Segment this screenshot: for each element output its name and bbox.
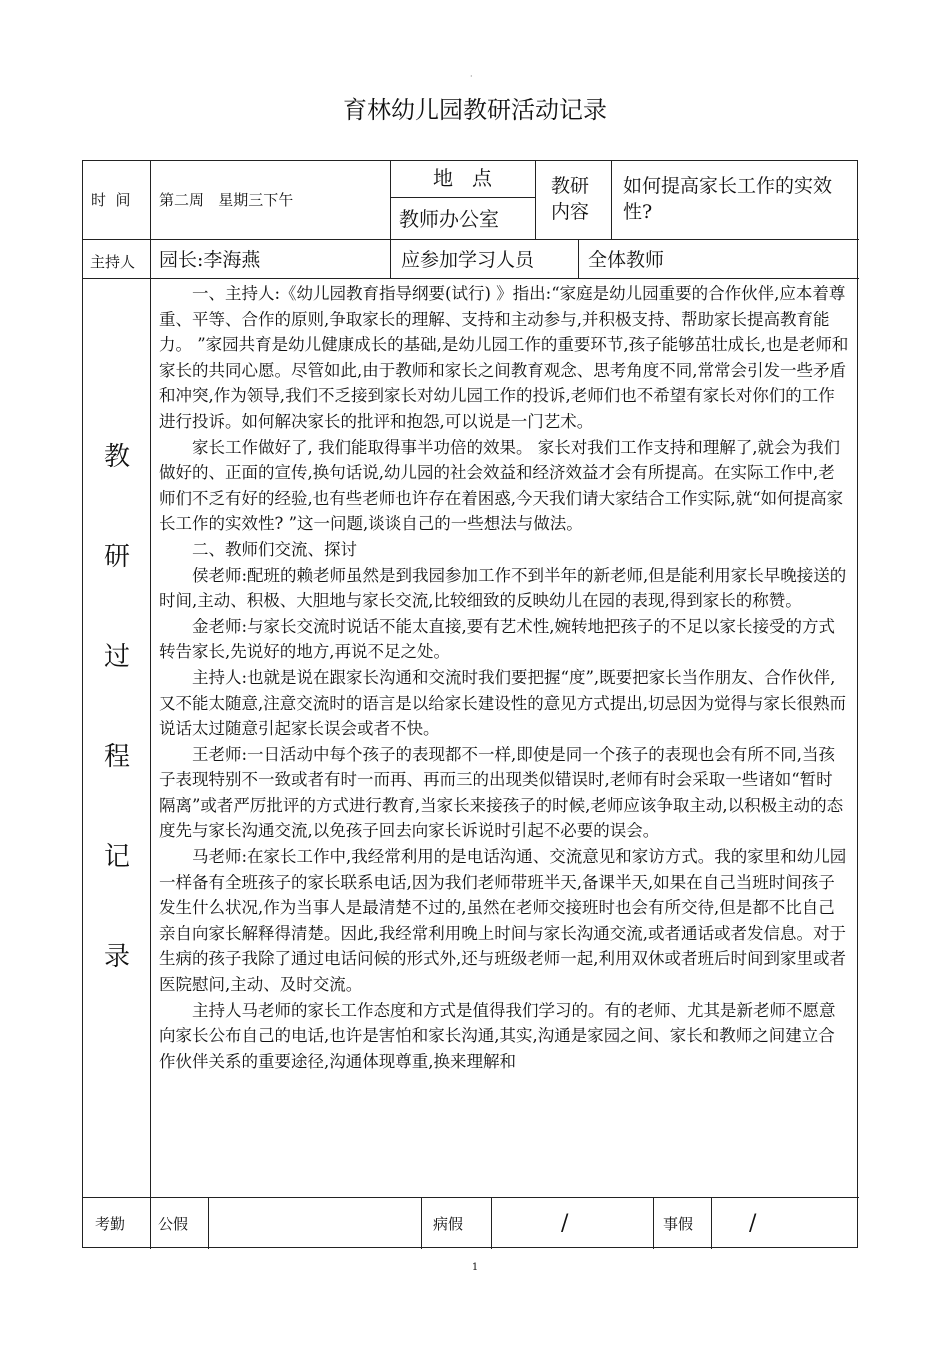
attendance-label: 考勤 — [95, 1215, 126, 1233]
col-divider — [491, 1197, 492, 1249]
col-divider — [611, 161, 612, 239]
section-label-char: 记 — [103, 842, 130, 872]
page-number: 1 — [471, 1262, 479, 1273]
attend-label: 应参加学习人员 — [401, 249, 535, 271]
time-value: 第二周 星期三下午 — [159, 191, 294, 209]
col-divider — [421, 1197, 422, 1249]
public-leave-label: 公假 — [158, 1215, 189, 1233]
col-divider — [150, 161, 151, 1249]
sick-leave-value: / — [561, 1211, 569, 1236]
personal-leave-label: 事假 — [663, 1215, 694, 1233]
section-label-char: 过 — [103, 642, 130, 672]
content-label-1: 教研 — [551, 175, 590, 197]
col-divider — [578, 239, 579, 278]
col-divider — [208, 1197, 209, 1249]
section-label-char: 研 — [103, 542, 130, 572]
sick-leave-label: 病假 — [433, 1215, 464, 1233]
place-label: 地 点 — [432, 166, 493, 190]
host-label: 主持人 — [90, 253, 136, 271]
row-divider-1 — [83, 239, 859, 240]
time-label: 时 间 — [91, 191, 131, 209]
host-value: 园长:李海燕 — [159, 249, 261, 271]
col-divider — [535, 161, 536, 239]
section-label-char: 程 — [103, 742, 130, 772]
personal-leave-value: / — [749, 1211, 757, 1236]
col-divider — [711, 1197, 712, 1249]
content-label-2: 内容 — [551, 201, 590, 223]
page-title: 育林幼儿园教研活动记录 — [343, 96, 607, 124]
content-value: 如何提高家长工作的实效性? — [623, 175, 833, 223]
row-divider-2 — [83, 278, 859, 279]
section-label-char: 录 — [103, 942, 130, 972]
row-divider-place — [390, 197, 535, 198]
record-table — [82, 160, 858, 1248]
place-value: 教师办公室 — [399, 207, 499, 231]
section-label-char: 教 — [103, 442, 130, 472]
attend-value: 全体教师 — [588, 249, 665, 271]
row-divider-3 — [83, 1197, 859, 1198]
record-body-text: 一、主持人:《幼儿园教育指导纲要(试行) 》指出:“家庭是幼儿园重要的合作伙伴,应本着尊重、平等、合作的原则,争取家长的理解、支持和主动参与,并积极支持、帮助家长提高教育能力。 ”家园共育是幼儿健康成长的基础,是幼儿园工作的重要环节,孩子能够茁壮成长,也是老师和家长的共同心愿。尽管如此,由于教师和家长之间教育观念、思考角度不同,常常会引发一些矛盾和冲突,作为领导,我们不乏接到家长对幼儿园工作的投诉,老师们也不希望有家长对你们的工作进行投诉。如何解决家长的批评和抱怨,可以说是一门艺术。 家长工作做好了, 我们能取得事半功倍的效果。 家长对我们工作支持和理解了,就会为我们做好的、正面的宣传,换句话说,幼儿园的社会效益和经济效益才会有所提高。在实际工作中,老师们不乏有好的经验,也有些老师也许存在着困惑,今天我们请大家结合工作实际,就“如何提高家长工作的实效性? ”这一问题,谈谈自己的一些想法与做法。 二、教师们交流、探讨 侯老师:配班的赖老师虽然是到我园参加工作不到半年的新老师,但是能利用家长早晚接送的时间,主动、积极、大胆地与家长交流,比较细致的反映幼儿在园的表现,得到家长的称赞。 金老师:与家长交流时说话不能太直接,要有艺术性,婉转地把孩子的不足以家长接受的方式转告家长,先说好的地方,再说不足之处。 主持人:也就是说在跟家长沟通和交流时我们要把握“度”,既要把家长当作朋友、合作伙伴,又不能太随意,注意交流时的语言是以给家长建设性的意见方式提出,切忌因为觉得与家长很熟而说话太过随意引起家长误会或者不快。 王老师:一日活动中每个孩子的表现都不一样,即使是同一个孩子的表现也会有所不同,当孩子表现特别不一致或者有时一而再、再而三的出现类似错误时,老师有时会采取一些诸如“暂时隔离”或者严厉批评的方式进行教育,当家长来接孩子的时候,老师应该争取主动,以积极主动的态度先与家长沟通交流,以免孩子回去向家长诉说时引起不必要的误会。 马老师:在家长工作中,我经常利用的是电话沟通、交流意见和家访方式。我的家里和幼儿园一样备有全班孩子的家长联系电话,因为我们老师带班半天,备课半天,如果在自己当班时间孩子发生什么状况,作为当事人是最清楚不过的,虽然在老师交接班时也会有所交待,但是都不比自己亲自向家长解释得清楚。因此,我经常利用晚上时间与家长沟通交流,或者通话或者发信息。对于生病的孩子我除了通过电话问候的形式外,还与班级老师一起,利用双休或者班后时间到家里或者医院慰问,主动、及时交流。 主持人马老师的家长工作态度和方式是值得我们学习的。有的老师、尤其是新老师不愿意向家长公布自己的电话,也许是害怕和家长沟通,其实,沟通是家园之间、家长和教师之间建立合作伙伴关系的重要途径,沟通体现尊重,换来理解和 — [159, 284, 849, 1071]
page-dot: · — [470, 72, 473, 81]
col-divider — [653, 1197, 654, 1249]
col-divider — [390, 239, 391, 278]
